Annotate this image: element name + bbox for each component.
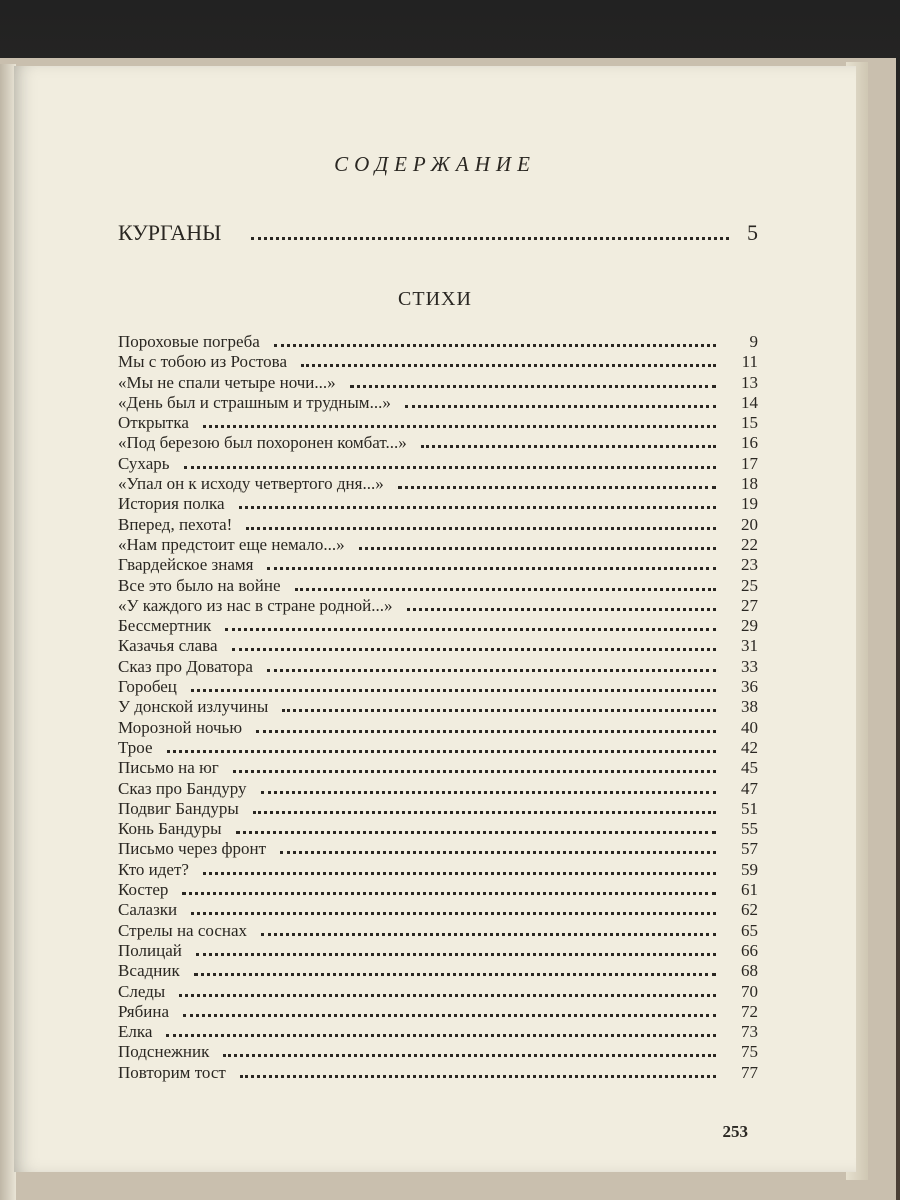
toc-entry-title: Всадник bbox=[118, 961, 180, 981]
toc-entry bbox=[118, 576, 758, 596]
toc-entry-page: 68 bbox=[741, 961, 758, 981]
dot-leader bbox=[182, 884, 716, 895]
dot-leader bbox=[407, 600, 716, 611]
toc-entry bbox=[118, 982, 758, 1002]
dot-leader bbox=[191, 904, 716, 915]
toc-entry-title: Сказ про Доватора bbox=[118, 656, 253, 676]
toc-entry-page: 36 bbox=[741, 677, 758, 697]
dot-leader bbox=[282, 701, 716, 712]
toc-entry-page: 13 bbox=[741, 372, 758, 392]
dot-leader bbox=[398, 478, 716, 489]
toc-entry bbox=[118, 1063, 758, 1083]
toc-entry bbox=[118, 1002, 758, 1022]
dot-leader bbox=[196, 945, 716, 956]
toc-entry-page: 22 bbox=[741, 534, 758, 554]
toc-entry-page: 59 bbox=[741, 859, 758, 879]
dot-leader bbox=[184, 458, 717, 469]
toc-entry-page: 17 bbox=[741, 453, 758, 473]
toc-entry bbox=[118, 433, 758, 453]
toc-list bbox=[118, 332, 758, 1083]
dot-leader bbox=[256, 722, 716, 733]
toc-entry bbox=[118, 900, 758, 920]
toc-entry-page: 70 bbox=[741, 981, 758, 1001]
toc-entry bbox=[118, 616, 758, 636]
toc-entry-page: 14 bbox=[741, 392, 758, 412]
dot-leader bbox=[280, 843, 716, 854]
section-stikhi-header: СТИХИ bbox=[398, 288, 472, 310]
toc-entry-page: 77 bbox=[741, 1062, 758, 1082]
toc-entry-title: У донской излучины bbox=[118, 697, 269, 717]
toc-entry-page: 15 bbox=[741, 413, 758, 433]
toc-entry-title: Подснежник bbox=[118, 1042, 210, 1062]
toc-entry-title: Подвиг Бандуры bbox=[118, 798, 239, 818]
toc-entry-page: 47 bbox=[741, 778, 758, 798]
toc-entry-page: 38 bbox=[741, 697, 758, 717]
page-title: СОДЕРЖАНИЕ bbox=[334, 152, 536, 176]
toc-entry-title: Конь Бандуры bbox=[118, 819, 222, 839]
toc-entry bbox=[118, 677, 758, 697]
toc-entry-title: Сухарь bbox=[118, 453, 170, 473]
dot-leader bbox=[167, 742, 717, 753]
toc-entry bbox=[118, 1042, 758, 1062]
toc-entry bbox=[118, 799, 758, 819]
dot-leader bbox=[232, 640, 716, 651]
toc-entry bbox=[118, 819, 758, 839]
dot-leader bbox=[421, 437, 716, 448]
dot-leader bbox=[359, 539, 716, 550]
dot-leader bbox=[267, 559, 716, 570]
toc-entry bbox=[118, 332, 758, 352]
toc-entry-page: 72 bbox=[741, 1001, 758, 1021]
toc-entry bbox=[118, 515, 758, 535]
dot-leader bbox=[223, 1046, 716, 1057]
toc-entry-page: 23 bbox=[741, 555, 758, 575]
toc-entry bbox=[118, 839, 758, 859]
dot-leader bbox=[274, 336, 716, 347]
toc-entry bbox=[118, 474, 758, 494]
toc-entry bbox=[118, 454, 758, 474]
toc-entry-title: Все это было на войне bbox=[118, 575, 281, 595]
toc-entry-page: 31 bbox=[741, 636, 758, 656]
dot-leader bbox=[191, 681, 716, 692]
toc-entry bbox=[118, 921, 758, 941]
toc-entry-page: 45 bbox=[741, 758, 758, 778]
toc-entry-title: «Упал он к исходу четвертого дня...» bbox=[118, 474, 384, 494]
dot-leader bbox=[166, 1026, 716, 1037]
toc-entry-page: 25 bbox=[741, 575, 758, 595]
toc-entry-title: Мы с тобою из Ростова bbox=[118, 352, 288, 372]
section-kurgany-label: КУРГАНЫ bbox=[118, 220, 222, 245]
toc-entry-title: Письмо через фронт bbox=[118, 839, 267, 859]
toc-entry bbox=[118, 941, 758, 961]
toc-entry-page: 55 bbox=[741, 819, 758, 839]
toc-entry bbox=[118, 494, 758, 514]
dot-leader bbox=[251, 227, 729, 240]
toc-entry-title: «День был и страшным и трудным...» bbox=[118, 392, 391, 412]
toc-entry-title: Вперед, пехота! bbox=[118, 514, 233, 534]
toc-entry-page: 51 bbox=[741, 798, 758, 818]
toc-entry-title: Морозной ночью bbox=[118, 717, 243, 737]
toc-entry-title: «Под березою был похоронен комбат...» bbox=[118, 433, 407, 453]
toc-entry-page: 29 bbox=[741, 616, 758, 636]
toc-entry bbox=[118, 860, 758, 880]
toc-entry-page: 65 bbox=[741, 920, 758, 940]
toc-entry bbox=[118, 779, 758, 799]
toc-entry-title: Гвардейское знамя bbox=[118, 555, 254, 575]
toc-entry bbox=[118, 393, 758, 413]
dot-leader bbox=[183, 1006, 716, 1017]
toc-entry-title: Письмо на юг bbox=[118, 758, 219, 778]
toc-entry-title: Рябина bbox=[118, 1001, 170, 1021]
toc-entry bbox=[118, 352, 758, 372]
toc-entry bbox=[118, 718, 758, 738]
toc-entry-page: 75 bbox=[741, 1042, 758, 1062]
toc-entry-title: Пороховые погреба bbox=[118, 332, 260, 351]
toc-entry bbox=[118, 1022, 758, 1042]
toc-entry bbox=[118, 657, 758, 677]
dot-leader bbox=[261, 783, 716, 794]
dot-leader bbox=[225, 620, 716, 631]
dot-leader bbox=[246, 519, 716, 530]
dot-leader bbox=[405, 397, 716, 408]
toc-entry-title: Следы bbox=[118, 981, 166, 1001]
toc-entry-page: 16 bbox=[741, 433, 758, 453]
toc-entry-page: 61 bbox=[741, 880, 758, 900]
toc-entry bbox=[118, 961, 758, 981]
toc-entry-page: 73 bbox=[741, 1022, 758, 1042]
toc-entry-page: 62 bbox=[741, 900, 758, 920]
dot-leader bbox=[179, 986, 716, 997]
dot-leader bbox=[295, 580, 717, 591]
toc-entry-page: 18 bbox=[741, 474, 758, 494]
toc-entry-title: Горобец bbox=[118, 677, 177, 697]
toc-entry-page: 42 bbox=[741, 737, 758, 757]
toc-entry-title: Бессмертник bbox=[118, 616, 212, 636]
toc-entry-title: Костер bbox=[118, 880, 169, 900]
dot-leader bbox=[301, 356, 716, 367]
toc-entry-title: «У каждого из нас в стране родной...» bbox=[118, 595, 393, 615]
book-page bbox=[14, 66, 856, 1172]
toc-entry-page: 57 bbox=[741, 839, 758, 859]
toc-entry-title: Сказ про Бандуру bbox=[118, 778, 247, 798]
toc-entry bbox=[118, 738, 758, 758]
toc-entry-title: Повторим тост bbox=[118, 1062, 226, 1082]
dot-leader bbox=[236, 823, 716, 834]
toc-entry bbox=[118, 758, 758, 778]
toc-entry-page: 66 bbox=[741, 940, 758, 960]
toc-entry-title: История полка bbox=[118, 494, 225, 514]
toc-entry-page: 9 bbox=[749, 332, 758, 351]
toc-entry-page: 27 bbox=[741, 595, 758, 615]
page-number: 253 bbox=[722, 1122, 748, 1141]
dot-leader bbox=[350, 377, 716, 388]
toc-entry-title: «Нам предстоит еще немало...» bbox=[118, 534, 345, 554]
toc-entry-title: «Мы не спали четыре ночи...» bbox=[118, 372, 336, 392]
toc-entry-title: Казачья слава bbox=[118, 636, 218, 656]
toc-entry-page: 11 bbox=[741, 352, 758, 372]
dot-leader bbox=[240, 1067, 716, 1078]
toc-entry-page: 19 bbox=[741, 494, 758, 514]
dot-leader bbox=[267, 661, 716, 672]
toc-entry-title: Открытка bbox=[118, 413, 189, 433]
dot-leader bbox=[239, 498, 716, 509]
toc-entry bbox=[118, 697, 758, 717]
dot-leader bbox=[194, 965, 716, 976]
section-kurgany-page: 5 bbox=[747, 220, 758, 245]
dot-leader bbox=[203, 417, 716, 428]
dot-leader bbox=[203, 864, 716, 875]
section-kurgany-row bbox=[118, 220, 758, 246]
toc-entry-title: Елка bbox=[118, 1022, 153, 1042]
toc-entry-title: Салазки bbox=[118, 900, 178, 920]
toc-entry bbox=[118, 535, 758, 555]
toc-entry-page: 33 bbox=[741, 656, 758, 676]
toc-entry-page: 40 bbox=[741, 717, 758, 737]
dot-leader bbox=[233, 762, 716, 773]
toc-entry bbox=[118, 596, 758, 616]
toc-entry bbox=[118, 373, 758, 393]
toc-entry-title: Трое bbox=[118, 737, 153, 757]
dot-leader bbox=[261, 925, 716, 936]
toc-entry-title: Стрелы на соснах bbox=[118, 920, 248, 940]
toc-entry bbox=[118, 880, 758, 900]
toc-entry bbox=[118, 555, 758, 575]
toc-entry-title: Полицай bbox=[118, 940, 182, 960]
dot-leader bbox=[253, 803, 716, 814]
toc-entry-title: Кто идет? bbox=[118, 859, 189, 879]
toc-entry-page: 20 bbox=[741, 514, 758, 534]
toc-entry bbox=[118, 636, 758, 656]
toc-entry bbox=[118, 413, 758, 433]
